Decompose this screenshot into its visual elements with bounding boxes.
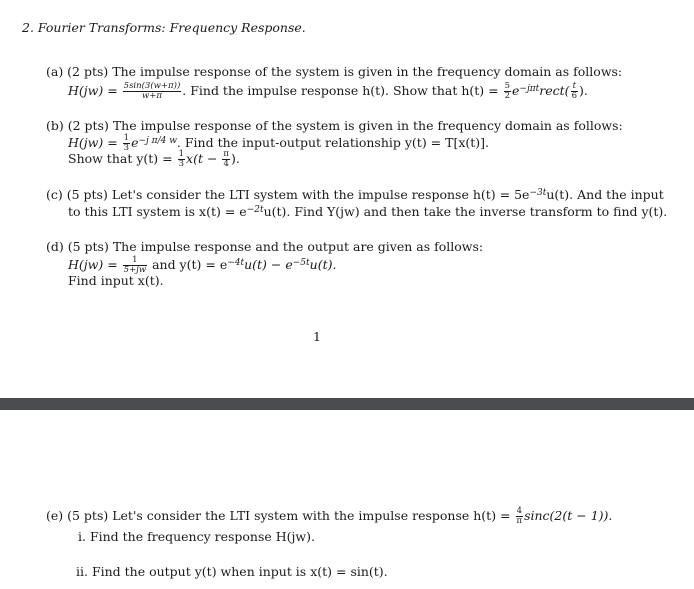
part-b-shift-fraction: $\frac{\pi}{4}$ [223, 149, 229, 169]
part-b-show-coefficient: $\frac{1}{3}$ [178, 149, 185, 169]
part-a-fraction: $\frac{5\sin(3(w+\pi))}{w+\pi}$ [123, 81, 181, 101]
part-e-sub-i: i. Find the frequency response H(jw). [78, 529, 315, 544]
part-b-coefficient: $\frac{1}{3}$ [123, 133, 130, 153]
document-page-2 [0, 410, 694, 589]
part-d-fraction: $\frac{1}{5+jw}$ [123, 255, 147, 275]
part-a-line-2: H(jw) = $\frac{5\sin(3(w+\pi))}{w+\pi}$ . Find the impulse response h(t). Show that h(t) = $\frac{5}{2}$ $e^{-j\pi t}rect$( $\frac{t}{6}$ ). [68, 81, 588, 101]
part-d-line-3: Find input x(t). [68, 273, 164, 288]
part-b-line-3: Show that y(t) = $\frac{1}{3}$ x(t − $\frac{\pi}{4}$ ). [68, 149, 240, 169]
part-e-sub-ii: ii. Find the output y(t) when input is x(t) = sin(t). [76, 564, 388, 579]
part-a-line-1: (a) (2 pts) The impulse response of the system is given in the frequency domain as follows: [46, 64, 623, 79]
part-b-line-2: H(jw) = $\frac{1}{3}$ $e^{-j \pi/4 w}$. Find the input-output relationship y(t) = T[x(t)]. [68, 133, 490, 153]
problem-header: 2. Fourier Transforms: Frequency Response. [22, 20, 306, 35]
part-a-coefficient: $\frac{5}{2}$ [504, 81, 510, 101]
part-d-line-1: (d) (5 pts) The impulse response and the output are given as follows: [46, 239, 484, 254]
part-c-line-1: (c) (5 pts) Let's consider the LTI system with the impulse response $h(t) = 5e^{-3t}u(t)$. And the input [46, 187, 664, 202]
part-b-line-1: (b) (2 pts) The impulse response of the system is given in the frequency domain as follows: [46, 118, 623, 133]
part-a-rect-argument: $\frac{t}{6}$ [571, 81, 577, 101]
page-divider [0, 398, 694, 410]
part-e-coefficient: $\frac{4}{\pi}$ [516, 506, 523, 526]
part-d-line-2: H(jw) = $\frac{1}{5+jw}$ and $y(t) = e^{-4t}u(t) - e^{-5t}u(t)$. [68, 255, 337, 275]
part-e-line-1: (e) (5 pts) Let's consider the LTI system with the impulse response h(t) = $\frac{4}{\pi}$ sinc(2(t − 1)). [46, 506, 613, 526]
part-c-line-2: to this LTI system is $x(t) = e^{-2t}u(t)$. Find Y(jw) and then take the inverse transform to find y(t). [68, 204, 668, 219]
page-number: 1 [313, 329, 321, 344]
